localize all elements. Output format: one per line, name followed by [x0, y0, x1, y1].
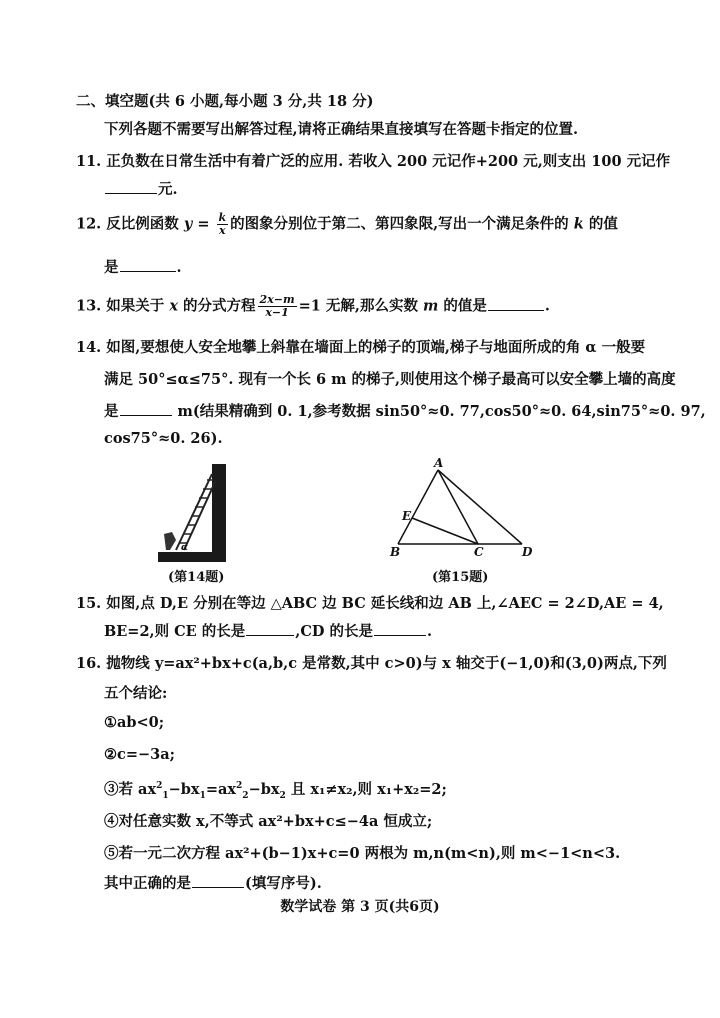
figure-15-triangle — [386, 456, 536, 562]
q16-answer-blank[interactable] — [192, 873, 244, 888]
q16-conclusion-3: ③若 $ax^2_1-bx_1=ax^2_2-bx_2$ 且 x₁≠x₂,则 x₁+x₂=2; — [104, 781, 447, 801]
q15-line2: BE=2,则 CE 的长是 ,CD 的长是 . — [104, 623, 433, 640]
q11-answer-blank[interactable] — [105, 179, 157, 194]
point-B-label: B — [390, 545, 401, 559]
q14-answer-blank[interactable] — [120, 401, 172, 416]
segment-AB — [398, 470, 438, 544]
q16-line2: 五个结论: — [104, 685, 168, 702]
q12-answer-blank[interactable] — [120, 257, 176, 272]
q13-answer-blank[interactable] — [488, 296, 544, 311]
q15-line1: 15. 如图,点 D,E 分别在等边 △ABC 边 BC 延长线和边 AB 上,∠AEC = 2∠D,AE = 4, — [76, 595, 664, 612]
point-E-label: E — [402, 509, 412, 523]
q14-line1: 14. 如图,要想使人安全地攀上斜靠在墙面上的梯子的顶端,梯子与地面所成的角 α 一般要 — [76, 339, 646, 356]
point-A-label: A — [434, 456, 444, 470]
q16-conclusion-1: ①ab<0; — [104, 714, 165, 731]
page-footer: 数学试卷 第 3 页(共6页) — [280, 899, 440, 915]
q12-fraction: $\frac{k}{x}$ — [218, 211, 227, 237]
q16-conclusion-2: ②c=−3a; — [104, 746, 175, 763]
q14-line2: 满足 50°≤α≤75°. 现有一个长 6 m 的梯子,则使用这个梯子最高可以安全攀上墙的高度 — [104, 371, 676, 388]
figure-15-caption: (第15题) — [432, 570, 489, 585]
q13-line: 13. 如果关于 x 的分式方程 $\frac{2x-m}{x-1}$ =1 无解,那么实数 m 的值是 . — [76, 293, 550, 319]
q15-cd-blank[interactable] — [374, 621, 426, 636]
point-C-label: C — [474, 545, 484, 559]
q12-line1: 12. 反比例函数 y = $\frac{k}{x}$ 的图象分别位于第二、第四象限,写出一个满足条件的 k 的值 — [76, 211, 618, 237]
segment-AC — [438, 470, 478, 544]
q14-line4: cos75°≈0. 26). — [104, 430, 223, 447]
q16-line1: 16. 抛物线 y=ax²+bx+c(a,b,c 是常数,其中 c>0)与 x 轴交于(−1,0)和(3,0)两点,下列 — [76, 655, 667, 672]
section-title: 二、填空题(共 6 小题,每小题 3 分,共 18 分) — [76, 93, 374, 110]
q11-line1: 11. 正负数在日常生活中有着广泛的应用. 若收入 200 元记作+200 元,则支出 100 元记作 — [76, 153, 671, 170]
q12-line2: 是 . — [104, 259, 182, 276]
q11-line2: 元. — [104, 178, 178, 199]
wall — [212, 464, 226, 560]
segment-EC — [412, 518, 478, 544]
angle-alpha-label: α — [181, 543, 188, 553]
q16-conclusion-5: ⑤若一元二次方程 ax²+(b−1)x+c=0 两根为 m,n(m<n),则 m<−1<n<3. — [104, 845, 621, 862]
figure-14-caption: (第14题) — [168, 570, 225, 585]
figure-14-ladder — [158, 464, 228, 562]
q15-ce-blank[interactable] — [246, 621, 294, 636]
q14-line3: 是 m(结果精确到 0. 1,参考数据 sin50°≈0. 77,cos50°≈0. 64,sin75°≈0. 97, — [104, 403, 706, 420]
ground — [158, 552, 226, 562]
section-instruction: 下列各题不需要写出解答过程,请将正确结果直接填写在答题卡指定的位置. — [104, 121, 579, 138]
point-D-label: D — [522, 545, 533, 559]
q16-conclusion-4: ④对任意实数 x,不等式 ax²+bx+c≤−4a 恒成立; — [104, 813, 433, 830]
q13-fraction: $\frac{2x-m}{x-1}$ — [259, 293, 295, 319]
q16-answer-line: 其中正确的是 (填写序号). — [104, 875, 322, 892]
